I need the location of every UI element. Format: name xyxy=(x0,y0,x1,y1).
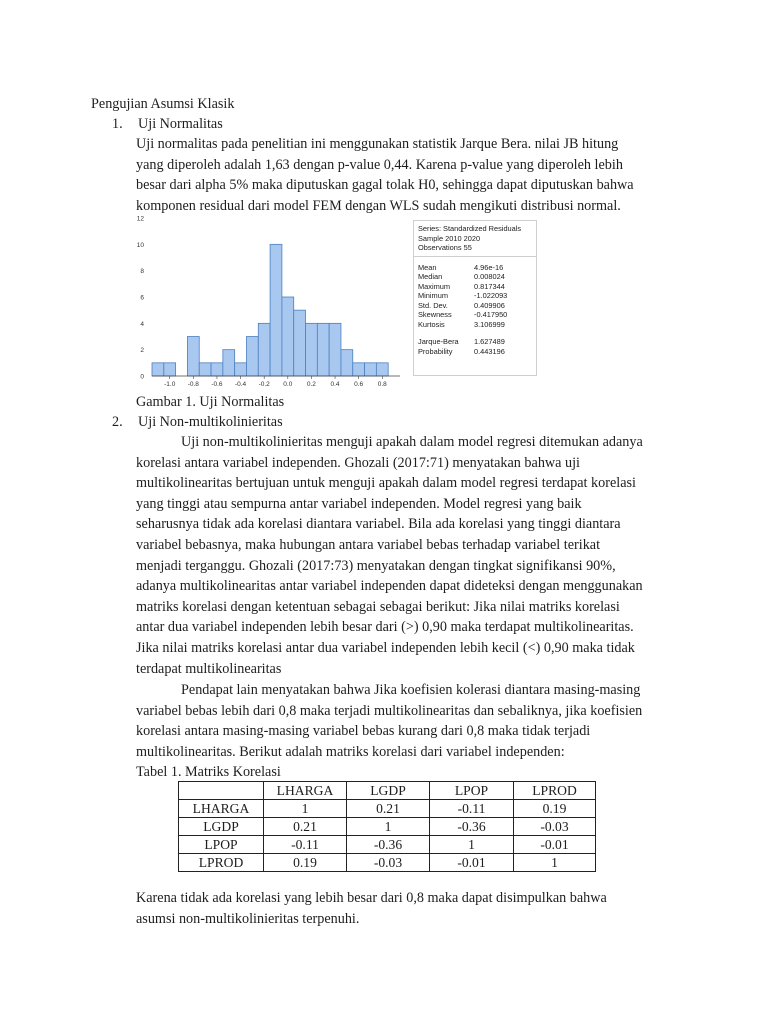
text-line: asumsi non-multikolinieritas terpenuhi. xyxy=(136,910,360,927)
stats-test-row xyxy=(418,337,532,347)
table-header-cell: LHARGA xyxy=(264,782,347,800)
x-tick-label: 0.0 xyxy=(283,381,293,388)
table-cell: 0.19 xyxy=(264,854,347,872)
section-1-label: Uji Normalitas xyxy=(138,116,223,132)
stat-label: Std. Dev. xyxy=(418,300,448,310)
table-cell: 1 xyxy=(514,854,596,872)
x-tick-label: -0.6 xyxy=(211,381,223,388)
text-line: antar dua variabel independen lebih besar dari (>) 0,90 maka terdapat multikolinearitas. xyxy=(136,619,634,636)
table-header-cell: LPROD xyxy=(514,782,596,800)
x-tick-label: -0.4 xyxy=(234,381,247,388)
histogram-bar xyxy=(376,363,388,376)
stats-jarque-bera xyxy=(418,337,532,356)
correlation-matrix-table xyxy=(178,781,596,872)
table-cell: 0.21 xyxy=(347,800,430,818)
histogram-bar xyxy=(306,323,318,376)
stats-row xyxy=(418,310,532,320)
text-line: yang diperoleh adalah 1,63 dengan p-value 0,44. Karena p-value yang diperoleh lebih xyxy=(136,156,623,173)
section-2-number: 2. xyxy=(112,414,123,430)
table-cell: -0.03 xyxy=(347,854,430,872)
stats-row xyxy=(418,320,532,330)
x-tick-label: 0.6 xyxy=(354,381,364,388)
stat-value: 1.627489 xyxy=(474,337,505,346)
stats-test-row xyxy=(418,347,532,357)
table-cell: 0.19 xyxy=(514,800,596,818)
text-line: Jika nilai matriks korelasi antar dua variabel independen lebih kecil (<) 0,90 maka tidak xyxy=(136,639,635,656)
stats-descriptives xyxy=(418,263,532,330)
section-1-paragraph xyxy=(136,134,678,216)
stat-value: -1.022093 xyxy=(474,291,508,300)
stat-label: Probability xyxy=(418,346,453,356)
histogram-bar xyxy=(164,363,176,376)
text-line: yang tinggi atau sempurna antar variabel independen. Model regresi yang baik xyxy=(136,495,582,512)
stats-row xyxy=(418,282,532,292)
y-tick-label: 10 xyxy=(136,241,144,249)
y-tick-label: 12 xyxy=(136,215,144,223)
text-line: multikolinearitas bertujuan untuk menguji apakah dalam model regresi terdapat korelasi xyxy=(136,475,636,492)
text-line: Uji normalitas pada penelitian ini menggunakan statistik Jarque Bera. nilai JB hitung xyxy=(136,136,619,152)
histogram-bar xyxy=(329,323,341,376)
x-tick-label: -1.0 xyxy=(164,381,176,388)
table-cell: -0.11 xyxy=(430,800,514,818)
table-header-row xyxy=(179,782,596,800)
stats-row xyxy=(418,263,532,273)
text-line: matriks korelasi dengan ketentuan sebagai sebagai berikut: Jika nilai matriks korelasi xyxy=(136,598,620,615)
table-cell: LPROD xyxy=(179,854,264,872)
table-cell: -0.01 xyxy=(514,836,596,854)
text-line: seharusnya tidak ada korelasi diantara variabel. Bila ada korelasi yang tinggi diantara xyxy=(136,516,621,533)
stat-value: 0.008024 xyxy=(474,272,505,281)
text-line: multikolinearitas. Berikut adalah matriks korelasi dari variabel independen: xyxy=(136,743,565,760)
histogram-bar xyxy=(341,350,353,376)
text-line: Pendapat lain menyatakan bahwa Jika koefisien kolerasi diantara masing-masing xyxy=(181,682,641,698)
x-tick-label: -0.8 xyxy=(187,381,199,388)
stats-divider xyxy=(414,256,536,257)
histogram-bar xyxy=(235,363,247,376)
section-1-title xyxy=(112,114,223,134)
stat-label: Median xyxy=(418,272,443,281)
text-line: besar dari alpha 5% maka diputuskan gagal tolak H0, sehingga dapat diputuskan bahwa xyxy=(136,177,634,194)
table-row xyxy=(179,818,596,836)
section-2-paragraph-2 xyxy=(136,680,678,762)
table-header-cell: LGDP xyxy=(347,782,430,800)
stat-value: 3.106999 xyxy=(474,319,505,329)
table-cell: 0.21 xyxy=(264,818,347,836)
histogram-bar xyxy=(270,244,282,376)
stat-value: 4.96e-16 xyxy=(474,262,504,272)
table-cell: -0.03 xyxy=(514,818,596,836)
histogram-bar xyxy=(258,323,270,376)
table-cell: -0.11 xyxy=(264,836,347,854)
text-line: variabel bebasnya, maka hubungan antara variabel bebas terhadap variabel terikat xyxy=(136,536,601,553)
stats-sample: Sample 2010 2020 xyxy=(418,233,481,243)
table-cell: 1 xyxy=(430,836,514,854)
histogram-bar xyxy=(282,297,294,376)
y-tick-label: 6 xyxy=(140,294,144,302)
stat-label: Jarque-Bera xyxy=(418,337,459,346)
x-tick-label: 0.2 xyxy=(306,381,316,388)
table-row xyxy=(179,800,596,818)
table-header-cell: LPOP xyxy=(430,782,514,800)
histogram-bar xyxy=(199,363,211,376)
text-line: Karena tidak ada korelasi yang lebih besar dari 0,8 maka dapat disimpulkan bahwa xyxy=(136,890,607,906)
table-cell: LPOP xyxy=(179,836,264,854)
histogram-bar xyxy=(223,350,235,376)
y-tick-label: 8 xyxy=(140,268,144,276)
text-line: korelasi antara variabel independen. Ghozali (2017:71) menyatakan bahwa uji xyxy=(136,454,580,471)
x-tick-label: 0.8 xyxy=(377,381,387,388)
table-cell: 1 xyxy=(264,800,347,818)
histogram-bar xyxy=(187,337,199,377)
residual-stats-box xyxy=(413,220,537,376)
histogram-bar xyxy=(365,363,377,376)
table-cell: -0.36 xyxy=(347,836,430,854)
stat-label: Mean xyxy=(418,262,437,272)
stat-value: 0.409906 xyxy=(474,300,505,310)
y-tick-label: 4 xyxy=(140,320,144,328)
table-caption: Tabel 1. Matriks Korelasi xyxy=(136,764,281,780)
figure-caption: Gambar 1. Uji Normalitas xyxy=(136,394,285,410)
histogram-bar xyxy=(211,363,223,376)
stat-label: Minimum xyxy=(418,291,448,300)
y-tick-label: 0 xyxy=(140,373,144,381)
stat-value: 0.443196 xyxy=(474,346,505,356)
histogram-bar xyxy=(317,323,329,376)
x-tick-label: 0.4 xyxy=(330,381,340,388)
y-tick-label: 2 xyxy=(140,347,144,355)
residual-histogram xyxy=(134,214,404,390)
histogram-bar xyxy=(246,337,258,377)
stat-label: Maximum xyxy=(418,281,451,291)
stats-row xyxy=(418,291,532,301)
stat-value: 0.817344 xyxy=(474,281,505,291)
stat-value: -0.417950 xyxy=(474,310,508,319)
text-line: variabel bebas lebih dari 0,8 maka terjadi multikolinearitas dan sebaliknya, jika koefisien xyxy=(136,702,643,719)
text-line: adanya multikolinearitas antar variabel independen dapat dideteksi dengan menggunakan xyxy=(136,578,643,595)
table-header-cell xyxy=(179,782,264,800)
histogram-bar xyxy=(152,363,164,376)
section-1-number: 1. xyxy=(112,116,123,132)
text-line: korelasi antara masing-masing variabel bebas kurang dari 0,8 maka tidak terjadi xyxy=(136,723,591,740)
histogram-bar xyxy=(353,363,365,376)
table-cell: LHARGA xyxy=(179,800,264,818)
table-cell: -0.01 xyxy=(430,854,514,872)
text-line: komponen residual dari model FEM dengan WLS sudah mengikuti distribusi normal. xyxy=(136,197,621,214)
stats-series: Series: Standardized Residuals xyxy=(418,224,522,233)
text-line: menjadi terganggu. Ghozali (2017:73) menyatakan dengan tingkat signifikansi 90%, xyxy=(136,557,616,574)
x-tick-label: -0.2 xyxy=(258,381,270,388)
table-cell: LGDP xyxy=(179,818,264,836)
conclusion-paragraph xyxy=(136,888,678,929)
table-cell: 1 xyxy=(347,818,430,836)
histogram-bar xyxy=(294,310,306,376)
page-heading: Pengujian Asumsi Klasik xyxy=(91,96,235,112)
table-row xyxy=(179,836,596,854)
table-cell: -0.36 xyxy=(430,818,514,836)
stat-label: Kurtosis xyxy=(418,319,445,329)
section-2-label: Uji Non-multikolinieritas xyxy=(138,414,283,430)
table-row xyxy=(179,854,596,872)
text-line: Uji non-multikolinieritas menguji apakah dalam model regresi ditemukan adanya xyxy=(181,434,643,450)
section-2-paragraph-1 xyxy=(136,432,678,679)
text-line: terdapat multikolinearitas xyxy=(136,660,282,677)
section-2-title xyxy=(112,412,283,432)
stats-observations: Observations 55 xyxy=(418,243,472,252)
stats-row xyxy=(418,272,532,282)
stats-row xyxy=(418,301,532,311)
stat-label: Skewness xyxy=(418,310,452,319)
